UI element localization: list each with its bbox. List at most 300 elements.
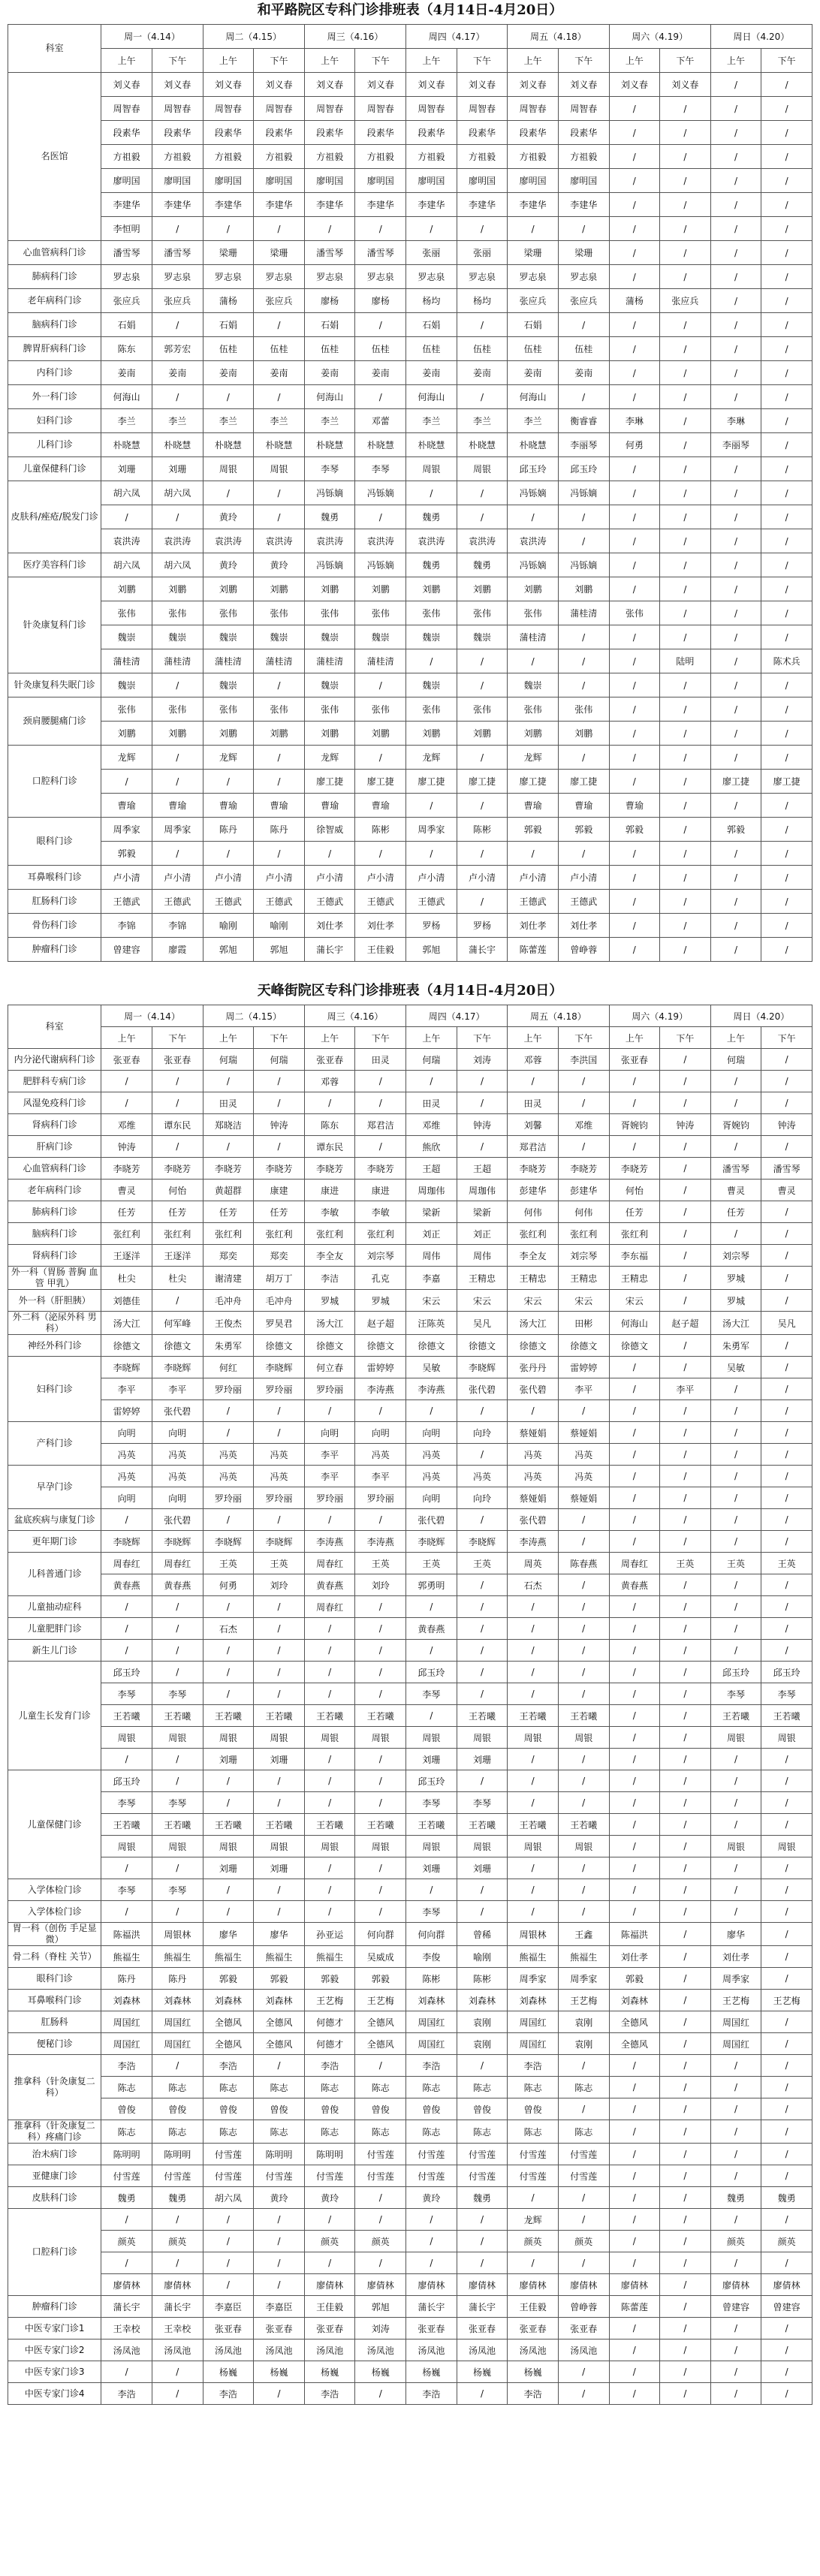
doctor-cell: 石娟 bbox=[508, 313, 559, 337]
table-row bbox=[8, 1749, 812, 1770]
doctor-cell: / bbox=[710, 145, 761, 169]
doctor-cell: 卢小清 bbox=[406, 866, 457, 890]
doctor-cell: 方祖毅 bbox=[254, 145, 305, 169]
doctor-cell: / bbox=[710, 2077, 761, 2098]
doctor-cell: 石娟 bbox=[203, 313, 254, 337]
doctor-cell: 张伟 bbox=[101, 697, 152, 722]
dept-cell: 肺病科门诊 bbox=[8, 265, 101, 289]
doctor-cell: 王英 bbox=[254, 1553, 305, 1574]
doctor-cell: / bbox=[355, 1683, 406, 1705]
doctor-cell: 郭毅 bbox=[254, 1968, 305, 1990]
doctor-cell: 廖倩林 bbox=[304, 2274, 355, 2296]
doctor-cell: 刘鹏 bbox=[101, 722, 152, 746]
doctor-cell: 李建华 bbox=[457, 193, 508, 217]
pm-header: 下午 bbox=[660, 49, 711, 73]
doctor-cell: 廖倩林 bbox=[355, 2274, 406, 2296]
doctor-cell: / bbox=[710, 2144, 761, 2165]
pm-header: 下午 bbox=[558, 1027, 609, 1049]
doctor-cell: 魏勇 bbox=[406, 505, 457, 529]
am-header: 上午 bbox=[609, 49, 660, 73]
doctor-cell: 潘雪琴 bbox=[152, 241, 203, 265]
doctor-cell: 周国红 bbox=[710, 2033, 761, 2055]
doctor-cell: / bbox=[254, 1509, 305, 1531]
table-row bbox=[8, 1596, 812, 1618]
doctor-cell: 周国红 bbox=[508, 2011, 559, 2033]
doctor-cell: 田灵 bbox=[508, 1092, 559, 1114]
doctor-cell: 陈志 bbox=[355, 2077, 406, 2098]
doctor-cell: 廖明国 bbox=[203, 169, 254, 193]
doctor-cell: 谢清建 bbox=[203, 1267, 254, 1290]
doctor-cell: / bbox=[304, 1662, 355, 1683]
doctor-cell: / bbox=[406, 649, 457, 673]
doctor-cell: / bbox=[609, 770, 660, 794]
doctor-cell: / bbox=[660, 2361, 711, 2383]
dept-cell: 肝病门诊 bbox=[8, 1136, 101, 1158]
doctor-cell: 曾建容 bbox=[710, 2296, 761, 2318]
doctor-cell: 李建华 bbox=[558, 193, 609, 217]
doctor-cell: / bbox=[660, 1531, 711, 1553]
doctor-cell: / bbox=[660, 313, 711, 337]
doctor-cell: 熊福生 bbox=[558, 1946, 609, 1968]
section-title: 天峰街院区专科门诊排班表（4月14日-4月20日） bbox=[257, 983, 563, 999]
doctor-cell: 熊福生 bbox=[152, 1946, 203, 1968]
doctor-cell: 陈春燕 bbox=[558, 1553, 609, 1574]
table-row bbox=[8, 1990, 812, 2011]
doctor-cell: 潘雪琴 bbox=[761, 1158, 812, 1180]
doctor-cell: 方祖毅 bbox=[406, 145, 457, 169]
doctor-cell: 李晓辉 bbox=[457, 1357, 508, 1378]
table-row bbox=[8, 265, 812, 289]
doctor-cell: 刘义春 bbox=[609, 73, 660, 97]
doctor-cell: 张红利 bbox=[508, 1223, 559, 1245]
doctor-cell: / bbox=[609, 97, 660, 121]
doctor-cell: 周伟 bbox=[457, 1245, 508, 1267]
doctor-cell: 周银 bbox=[355, 1836, 406, 1857]
doctor-cell: / bbox=[406, 2252, 457, 2274]
doctor-cell: / bbox=[558, 2055, 609, 2077]
doctor-cell: / bbox=[558, 1071, 609, 1092]
doctor-cell: 段素华 bbox=[304, 121, 355, 145]
doctor-cell: / bbox=[355, 746, 406, 770]
doctor-cell: / bbox=[355, 1092, 406, 1114]
doctor-cell: / bbox=[558, 2187, 609, 2209]
dept-cell: 肾病科门诊 bbox=[8, 1245, 101, 1267]
doctor-cell: 罗玲丽 bbox=[304, 1378, 355, 1400]
doctor-cell: 方祖毅 bbox=[558, 145, 609, 169]
doctor-cell: / bbox=[710, 169, 761, 193]
doctor-cell: 王英 bbox=[660, 1553, 711, 1574]
dept-cell: 骨伤科门诊 bbox=[8, 914, 101, 938]
doctor-cell: 李浩 bbox=[203, 2055, 254, 2077]
am-header: 上午 bbox=[406, 49, 457, 73]
doctor-cell: 赵子超 bbox=[355, 1312, 406, 1335]
doctor-cell: / bbox=[558, 2209, 609, 2231]
doctor-cell: / bbox=[457, 1092, 508, 1114]
doctor-cell: 罗志泉 bbox=[406, 265, 457, 289]
doctor-cell: / bbox=[609, 385, 660, 409]
table-row bbox=[8, 1136, 812, 1158]
doctor-cell: 张丽 bbox=[457, 241, 508, 265]
doctor-cell: 张伟 bbox=[254, 697, 305, 722]
doctor-cell: 徐德文 bbox=[101, 1335, 152, 1357]
doctor-cell: / bbox=[152, 2252, 203, 2274]
doctor-cell: / bbox=[609, 697, 660, 722]
doctor-cell: / bbox=[609, 1071, 660, 1092]
doctor-cell: / bbox=[609, 842, 660, 866]
doctor-cell: / bbox=[457, 1662, 508, 1683]
doctor-cell: / bbox=[609, 145, 660, 169]
doctor-cell: 王若曦 bbox=[508, 1814, 559, 1836]
doctor-cell: 李嘉臣 bbox=[254, 2296, 305, 2318]
doctor-cell: 魏崇 bbox=[406, 625, 457, 649]
dept-cell: 颈肩腰腿痛门诊 bbox=[8, 697, 101, 746]
table-row bbox=[8, 1618, 812, 1640]
doctor-cell: / bbox=[761, 505, 812, 529]
doctor-cell: / bbox=[152, 385, 203, 409]
am-header: 上午 bbox=[406, 1027, 457, 1049]
doctor-cell: 罗城 bbox=[710, 1267, 761, 1290]
doctor-cell: / bbox=[710, 1901, 761, 1923]
doctor-cell: 宋云 bbox=[508, 1290, 559, 1312]
doctor-cell: / bbox=[203, 2231, 254, 2252]
doctor-cell: 李琴 bbox=[355, 457, 406, 481]
doctor-cell: 方祖毅 bbox=[355, 145, 406, 169]
doctor-cell: 袁洪涛 bbox=[457, 529, 508, 553]
doctor-cell: / bbox=[457, 2231, 508, 2252]
doctor-cell: / bbox=[761, 601, 812, 625]
doctor-cell: / bbox=[761, 914, 812, 938]
doctor-cell: / bbox=[761, 313, 812, 337]
doctor-cell: 谭东民 bbox=[304, 1136, 355, 1158]
doctor-cell: / bbox=[457, 1618, 508, 1640]
doctor-cell: 全德风 bbox=[609, 2033, 660, 2055]
doctor-cell: 王若曦 bbox=[254, 1705, 305, 1727]
doctor-cell: 李琴 bbox=[304, 457, 355, 481]
doctor-cell: 李琴 bbox=[152, 1879, 203, 1901]
doctor-cell: / bbox=[355, 1071, 406, 1092]
dept-cell: 推拿科（针灸康复二科）疼痛门诊 bbox=[8, 2120, 101, 2144]
doctor-cell: 周银 bbox=[203, 1727, 254, 1749]
pm-header: 下午 bbox=[660, 1027, 711, 1049]
doctor-cell: 郭毅 bbox=[355, 1968, 406, 1990]
table-row bbox=[8, 2077, 812, 2098]
doctor-cell: / bbox=[660, 553, 711, 577]
doctor-cell: / bbox=[355, 1136, 406, 1158]
doctor-cell: 周国红 bbox=[710, 2011, 761, 2033]
doctor-cell: 李俊 bbox=[406, 1946, 457, 1968]
doctor-cell: 李兰 bbox=[457, 409, 508, 433]
doctor-cell: / bbox=[660, 1466, 711, 1487]
doctor-cell: 龙辉 bbox=[304, 746, 355, 770]
doctor-cell: / bbox=[660, 1290, 711, 1312]
doctor-cell: 汤凤池 bbox=[558, 2339, 609, 2361]
doctor-cell: 陈志 bbox=[406, 2120, 457, 2144]
am-header: 上午 bbox=[304, 1027, 355, 1049]
doctor-cell: / bbox=[761, 1290, 812, 1312]
dept-cell: 皮肤科/痤疮/脱发门诊 bbox=[8, 481, 101, 553]
doctor-cell: / bbox=[457, 217, 508, 241]
table-row bbox=[8, 1422, 812, 1444]
doctor-cell: / bbox=[406, 794, 457, 818]
doctor-cell: 何立春 bbox=[304, 1357, 355, 1378]
doctor-cell: 周银 bbox=[761, 1727, 812, 1749]
doctor-cell: / bbox=[254, 2274, 305, 2296]
doctor-cell: 廖华 bbox=[203, 1923, 254, 1946]
doctor-cell: / bbox=[254, 481, 305, 505]
doctor-cell: 罗志泉 bbox=[457, 265, 508, 289]
doctor-cell: / bbox=[457, 1879, 508, 1901]
doctor-cell: 刘鹏 bbox=[457, 577, 508, 601]
doctor-cell: / bbox=[609, 1727, 660, 1749]
doctor-cell: 袁刚 bbox=[457, 2033, 508, 2055]
doctor-cell: 伍桂 bbox=[203, 337, 254, 361]
doctor-cell: 王德武 bbox=[152, 890, 203, 914]
doctor-cell: / bbox=[660, 1201, 711, 1223]
doctor-cell: 龙辉 bbox=[406, 746, 457, 770]
dept-cell: 妇科门诊 bbox=[8, 409, 101, 433]
doctor-cell: / bbox=[761, 2383, 812, 2405]
table-row bbox=[8, 73, 812, 97]
doctor-cell: / bbox=[355, 673, 406, 697]
doctor-cell: 汤凤池 bbox=[304, 2339, 355, 2361]
doctor-cell: 陈志 bbox=[203, 2120, 254, 2144]
doctor-cell: / bbox=[761, 1946, 812, 1968]
doctor-cell: / bbox=[558, 1749, 609, 1770]
doctor-cell: / bbox=[660, 890, 711, 914]
doctor-cell: 黄玲 bbox=[203, 553, 254, 577]
doctor-cell: 李兰 bbox=[508, 409, 559, 433]
doctor-cell: 周银 bbox=[558, 1727, 609, 1749]
doctor-cell: 曹瑜 bbox=[508, 794, 559, 818]
doctor-cell: 卢小清 bbox=[457, 866, 508, 890]
doctor-cell: 伍桂 bbox=[304, 337, 355, 361]
table-row bbox=[8, 938, 812, 962]
doctor-cell: 方祖毅 bbox=[152, 145, 203, 169]
doctor-cell: 魏勇 bbox=[710, 2187, 761, 2209]
doctor-cell: / bbox=[761, 2209, 812, 2231]
doctor-cell: / bbox=[761, 1923, 812, 1946]
doctor-cell: 衡睿睿 bbox=[558, 409, 609, 433]
doctor-cell: / bbox=[761, 1770, 812, 1792]
am-header: 上午 bbox=[710, 49, 761, 73]
doctor-cell: 熊福生 bbox=[101, 1946, 152, 1968]
doctor-cell: / bbox=[355, 1770, 406, 1792]
doctor-cell: / bbox=[609, 2209, 660, 2231]
dept-cell: 中医专家门诊4 bbox=[8, 2383, 101, 2405]
doctor-cell: / bbox=[203, 1683, 254, 1705]
doctor-cell: / bbox=[761, 2077, 812, 2098]
doctor-cell: 罗志泉 bbox=[304, 265, 355, 289]
doctor-cell: / bbox=[660, 1770, 711, 1792]
doctor-cell: 付雪莲 bbox=[558, 2144, 609, 2165]
doctor-cell: 廖倩林 bbox=[457, 2274, 508, 2296]
doctor-cell: / bbox=[203, 1640, 254, 1662]
dept-cell: 亚健康门诊 bbox=[8, 2165, 101, 2187]
doctor-cell: 郭旭 bbox=[406, 938, 457, 962]
doctor-cell: / bbox=[660, 1662, 711, 1683]
doctor-cell: / bbox=[254, 1879, 305, 1901]
doctor-cell: / bbox=[710, 193, 761, 217]
doctor-cell: / bbox=[761, 625, 812, 649]
doctor-cell: 王佳毅 bbox=[304, 2296, 355, 2318]
doctor-cell: 冯英 bbox=[101, 1444, 152, 1466]
pm-header: 下午 bbox=[152, 49, 203, 73]
doctor-cell: 张红利 bbox=[203, 1223, 254, 1245]
doctor-cell: 彭建华 bbox=[508, 1180, 559, 1201]
doctor-cell: 姜南 bbox=[101, 361, 152, 385]
doctor-cell: 王德武 bbox=[203, 890, 254, 914]
doctor-cell: 段素华 bbox=[406, 121, 457, 145]
table-row bbox=[8, 1312, 812, 1335]
doctor-cell: 姜南 bbox=[203, 361, 254, 385]
doctor-cell: / bbox=[660, 1879, 711, 1901]
dept-cell: 肾病科门诊 bbox=[8, 1114, 101, 1136]
doctor-cell: 周春红 bbox=[609, 1553, 660, 1574]
doctor-cell: 冯英 bbox=[558, 1444, 609, 1466]
doctor-cell: 魏崇 bbox=[457, 625, 508, 649]
doctor-cell: 周智春 bbox=[203, 97, 254, 121]
doctor-cell: 刘鹏 bbox=[203, 722, 254, 746]
doctor-cell: 周银 bbox=[203, 1836, 254, 1857]
doctor-cell: / bbox=[101, 2361, 152, 2383]
doctor-cell: 曹瑜 bbox=[609, 794, 660, 818]
doctor-cell: 周银 bbox=[508, 1836, 559, 1857]
doctor-cell: / bbox=[355, 1640, 406, 1662]
doctor-cell: 李浩 bbox=[304, 2055, 355, 2077]
doctor-cell: 何勇 bbox=[203, 1574, 254, 1596]
doctor-cell: 黄玲 bbox=[254, 2187, 305, 2209]
doctor-cell: 黄春燕 bbox=[609, 1574, 660, 1596]
doctor-cell: 王若曦 bbox=[457, 1705, 508, 1727]
doctor-cell: / bbox=[609, 481, 660, 505]
doctor-cell: 罗玲丽 bbox=[254, 1487, 305, 1509]
doctor-cell: 周银 bbox=[457, 1727, 508, 1749]
doctor-cell: 郭勇明 bbox=[406, 1574, 457, 1596]
doctor-cell: / bbox=[203, 1071, 254, 1092]
doctor-cell: / bbox=[761, 265, 812, 289]
table-row bbox=[8, 1071, 812, 1092]
doctor-cell: 蒲杨 bbox=[609, 289, 660, 313]
doctor-cell: / bbox=[609, 625, 660, 649]
doctor-cell: / bbox=[761, 1879, 812, 1901]
day-header: 周二（4.15） bbox=[203, 1005, 304, 1027]
dept-cell: 口腔科门诊 bbox=[8, 2209, 101, 2296]
doctor-cell: 卢小清 bbox=[558, 866, 609, 890]
doctor-cell: 段素华 bbox=[254, 121, 305, 145]
dept-cell: 入学体检门诊 bbox=[8, 1879, 101, 1901]
doctor-cell: / bbox=[406, 1640, 457, 1662]
doctor-cell: / bbox=[710, 1400, 761, 1422]
table-row bbox=[8, 1662, 812, 1683]
doctor-cell: / bbox=[710, 97, 761, 121]
doctor-cell: / bbox=[710, 2361, 761, 2383]
dept-cell: 眼科门诊 bbox=[8, 1968, 101, 1990]
doctor-cell: / bbox=[558, 1857, 609, 1879]
doctor-cell: 姜南 bbox=[304, 361, 355, 385]
doctor-cell: / bbox=[254, 1071, 305, 1092]
doctor-cell: 袁洪涛 bbox=[304, 529, 355, 553]
doctor-cell: 冯英 bbox=[254, 1444, 305, 1466]
doctor-cell: 刘珊 bbox=[406, 1749, 457, 1770]
doctor-cell: 周银林 bbox=[508, 1923, 559, 1946]
dept-cell: 便秘门诊 bbox=[8, 2033, 101, 2055]
doctor-cell: / bbox=[660, 1836, 711, 1857]
doctor-cell: 张代碧 bbox=[508, 1378, 559, 1400]
doctor-cell: 周银林 bbox=[152, 1923, 203, 1946]
doctor-cell: / bbox=[761, 722, 812, 746]
doctor-cell: 熊福生 bbox=[254, 1946, 305, 1968]
doctor-cell: / bbox=[508, 505, 559, 529]
doctor-cell: / bbox=[761, 1201, 812, 1223]
doctor-cell: / bbox=[761, 1378, 812, 1400]
doctor-cell: 梁珊 bbox=[203, 241, 254, 265]
doctor-cell: 李涛燕 bbox=[406, 1378, 457, 1400]
doctor-cell: 王逐洋 bbox=[152, 1245, 203, 1267]
doctor-cell: / bbox=[304, 1749, 355, 1770]
doctor-cell: 曾峥蓉 bbox=[558, 938, 609, 962]
doctor-cell: / bbox=[609, 2252, 660, 2274]
table-row bbox=[8, 2274, 812, 2296]
doctor-cell: 黄玲 bbox=[254, 553, 305, 577]
doctor-cell: 姜南 bbox=[355, 361, 406, 385]
doctor-cell: / bbox=[660, 2077, 711, 2098]
doctor-cell: / bbox=[710, 2383, 761, 2405]
doctor-cell: / bbox=[609, 746, 660, 770]
doctor-cell: 廖倩林 bbox=[609, 2274, 660, 2296]
doctor-cell: 王精忠 bbox=[508, 1267, 559, 1290]
doctor-cell: 汤凤池 bbox=[508, 2339, 559, 2361]
doctor-cell: 王艺梅 bbox=[304, 1990, 355, 2011]
doctor-cell: / bbox=[660, 1071, 711, 1092]
doctor-cell: / bbox=[609, 1814, 660, 1836]
doctor-cell: / bbox=[508, 2187, 559, 2209]
doctor-cell: 杨巍 bbox=[203, 2361, 254, 2383]
doctor-cell: / bbox=[609, 2231, 660, 2252]
doctor-cell: 田彬 bbox=[558, 1312, 609, 1335]
doctor-cell: / bbox=[660, 1400, 711, 1422]
table-row bbox=[8, 481, 812, 505]
doctor-cell: 周银 bbox=[355, 1727, 406, 1749]
doctor-cell: 廖华 bbox=[254, 1923, 305, 1946]
doctor-cell: 周智春 bbox=[508, 97, 559, 121]
doctor-cell: 任芳 bbox=[710, 1201, 761, 1223]
doctor-cell: 徐德文 bbox=[355, 1335, 406, 1357]
table-row bbox=[8, 1727, 812, 1749]
doctor-cell: 向玲 bbox=[457, 1487, 508, 1509]
doctor-cell: / bbox=[660, 2144, 711, 2165]
table-row bbox=[8, 794, 812, 818]
doctor-cell: 曹灵 bbox=[101, 1180, 152, 1201]
table-row bbox=[8, 1770, 812, 1792]
doctor-cell: 蒲桂清 bbox=[558, 601, 609, 625]
doctor-cell: / bbox=[152, 505, 203, 529]
doctor-cell: 张亚春 bbox=[203, 2318, 254, 2339]
doctor-cell: / bbox=[558, 625, 609, 649]
doctor-cell: / bbox=[761, 1357, 812, 1378]
doctor-cell: 杜尖 bbox=[101, 1267, 152, 1290]
doctor-cell: 刘玲 bbox=[355, 1574, 406, 1596]
doctor-cell: / bbox=[558, 2361, 609, 2383]
table-row bbox=[8, 914, 812, 938]
table-row bbox=[8, 1836, 812, 1857]
doctor-cell: 汪陈英 bbox=[406, 1312, 457, 1335]
doctor-cell: / bbox=[710, 1422, 761, 1444]
doctor-cell: / bbox=[254, 2231, 305, 2252]
doctor-cell: 何向群 bbox=[355, 1923, 406, 1946]
doctor-cell: 李晓芳 bbox=[254, 1158, 305, 1180]
doctor-cell: / bbox=[609, 1640, 660, 1662]
doctor-cell: 徐德文 bbox=[558, 1335, 609, 1357]
